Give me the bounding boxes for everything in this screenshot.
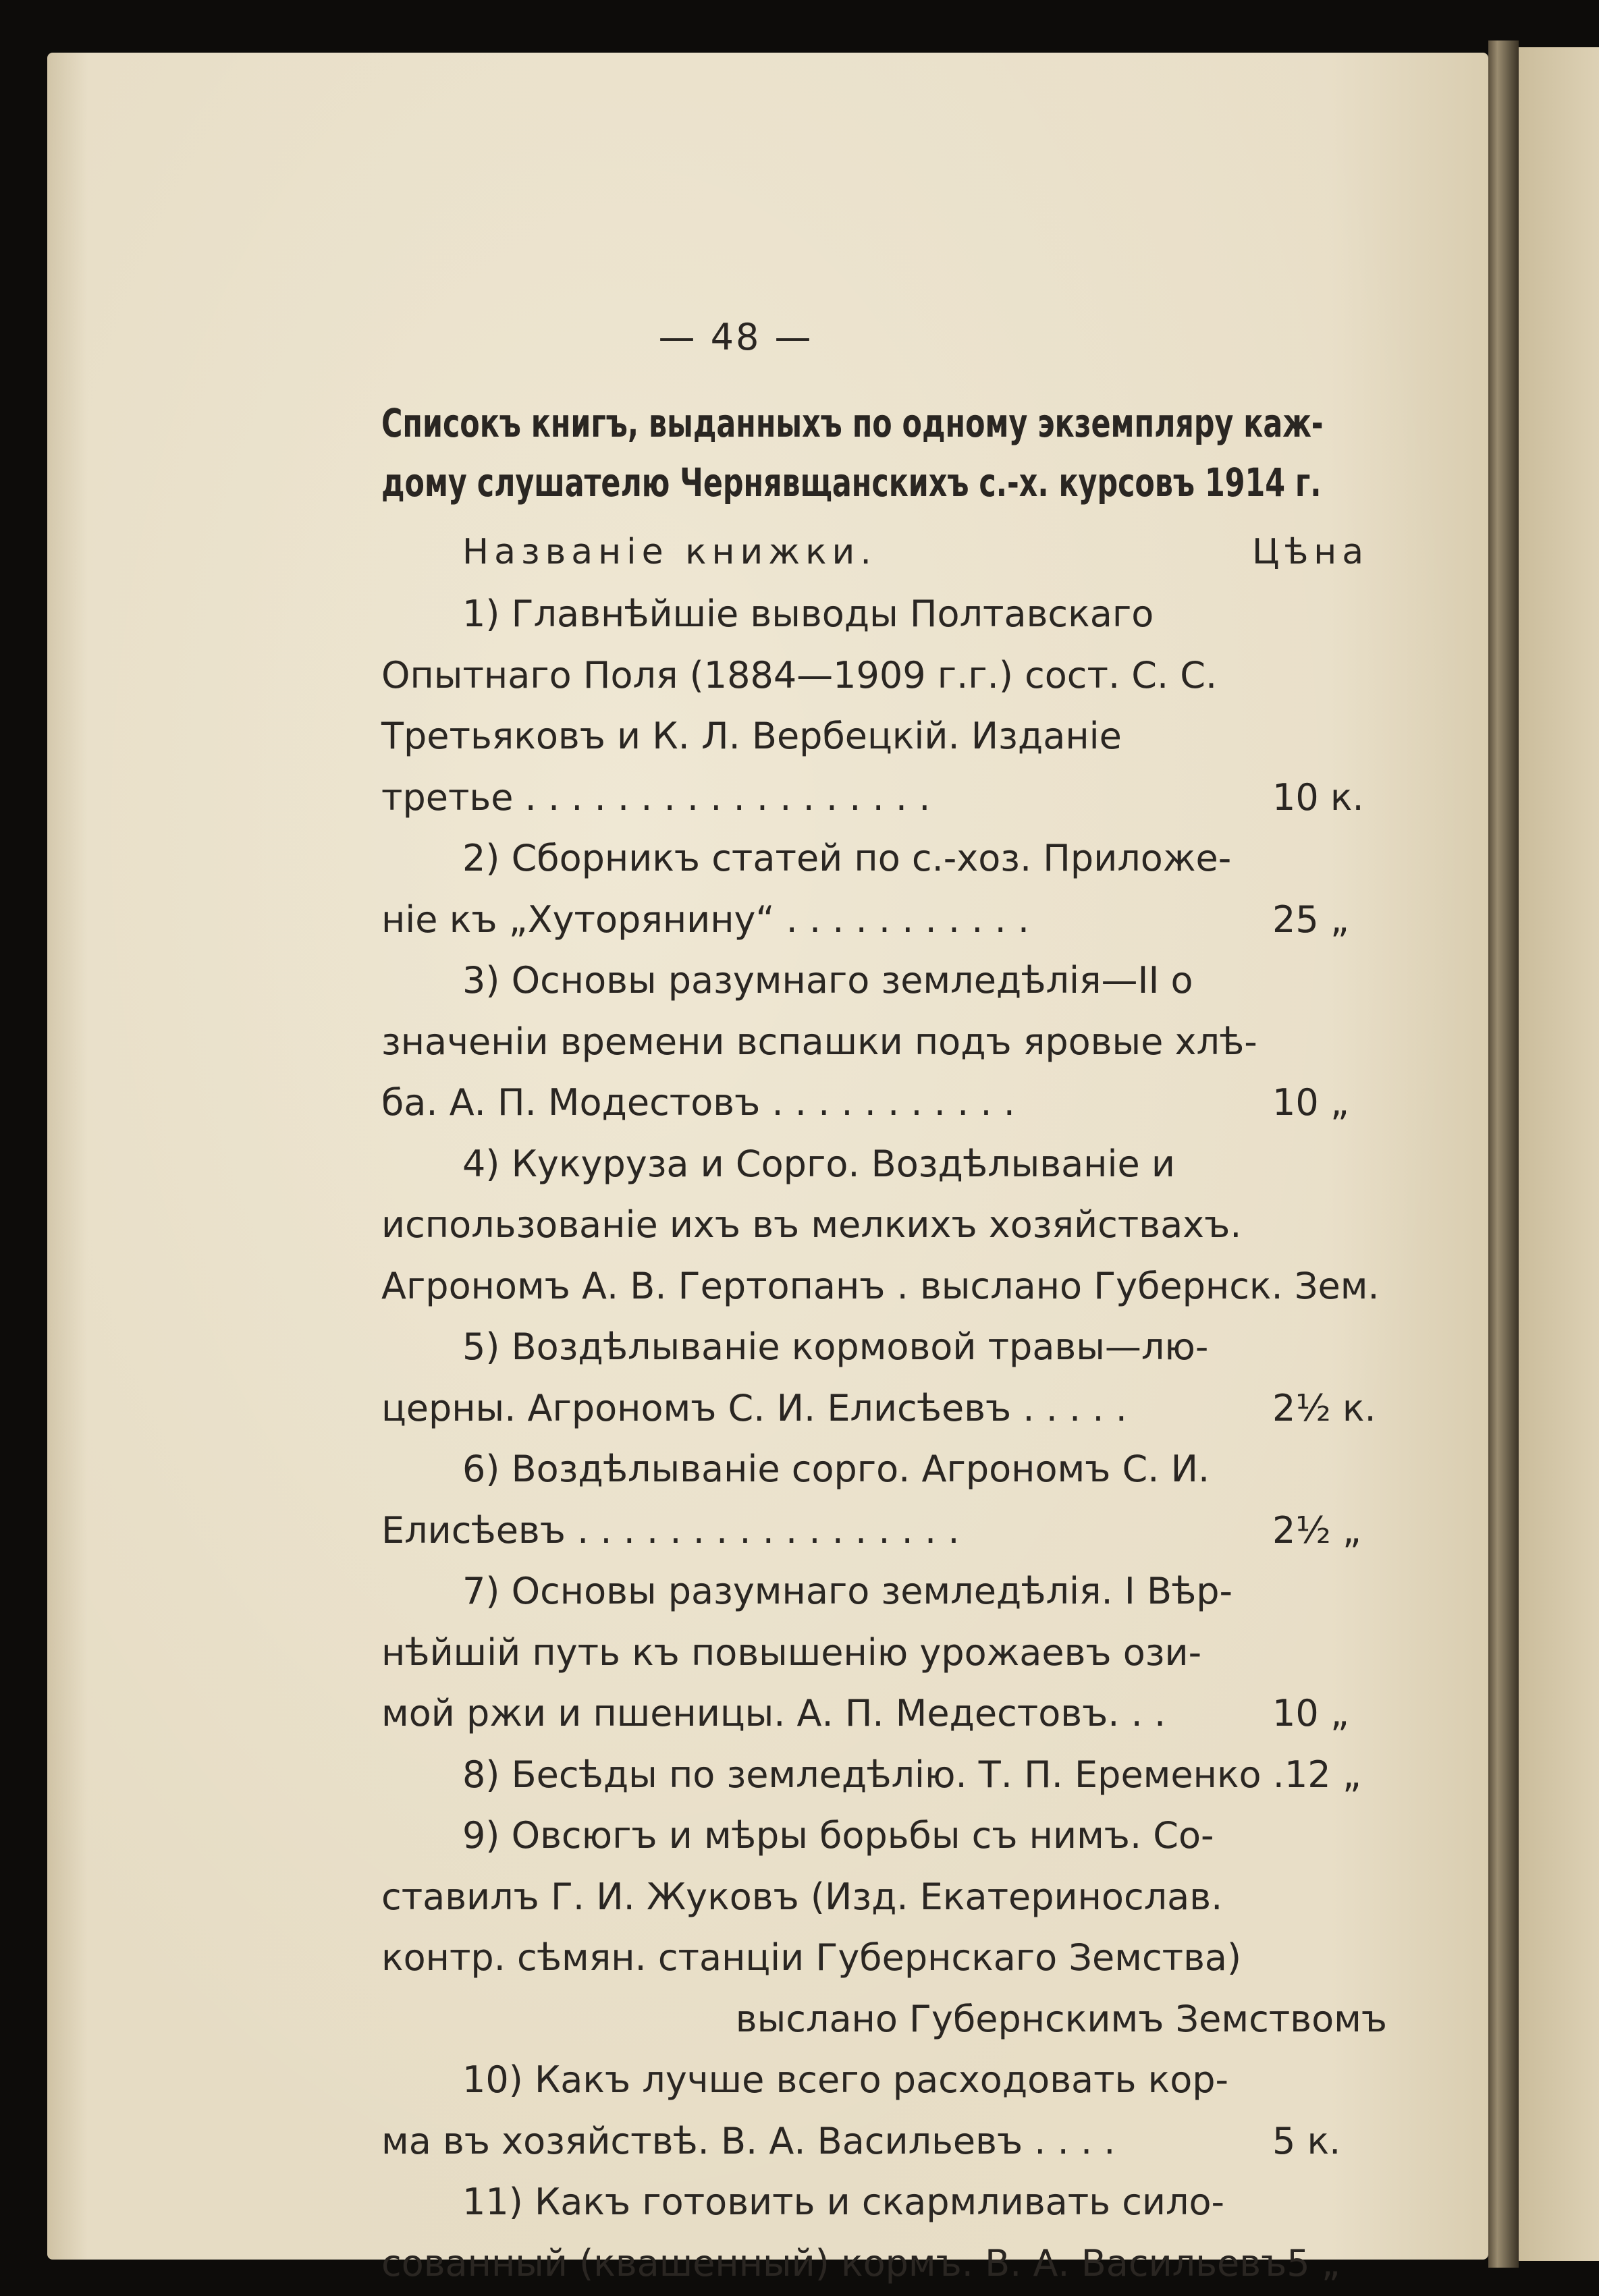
line-text: сованный (квашенный) кормъ. В. А. Васильевъ — [381, 2241, 1287, 2285]
line-price — [1272, 2181, 1387, 2223]
line-text: церны. Агрономъ С. И. Елисѣевъ . . . . . — [381, 1386, 1127, 1429]
line-price: 2½ к. — [1272, 1386, 1376, 1429]
line-text: выслано Губернскимъ Земствомъ — [735, 1997, 1387, 2040]
line-text: 2) Сборникъ статей по с.-хоз. Приложе- — [462, 837, 1232, 879]
list-line — [381, 1936, 1387, 1979]
list-line — [381, 837, 1387, 879]
line-text: Агрономъ А. В. Гертопанъ . выслано Губернск. Зем. — [381, 1264, 1380, 1307]
line-text: Опытнаго Поля (1884—1909 г.г.) сост. С. С. — [381, 653, 1218, 696]
list-line — [381, 2120, 1387, 2162]
list-line — [381, 593, 1387, 635]
line-price — [1272, 1876, 1387, 1918]
line-price — [1272, 1020, 1387, 1063]
list-line — [381, 776, 1387, 819]
line-price — [1272, 1203, 1387, 1246]
line-text: 10) Какъ лучше всего расходовать кор- — [462, 2058, 1229, 2101]
list-line — [381, 959, 1387, 1002]
line-price — [1272, 959, 1387, 1002]
line-text: 5) Воздѣлываніе кормовой травы—лю- — [462, 1325, 1209, 1368]
list-line — [381, 1448, 1387, 1490]
line-text: ніе къ „Хуторянину“ . . . . . . . . . . . — [381, 898, 1030, 941]
header-price: Цѣна — [1252, 532, 1370, 572]
list-line — [381, 1753, 1387, 1796]
line-price — [1380, 1265, 1387, 1307]
list-line — [381, 1081, 1387, 1124]
line-text: ставилъ Г. И. Жуковъ (Изд. Екатеринослав. — [381, 1875, 1223, 1918]
line-text: контр. сѣмян. станціи Губернскаго Земства) — [381, 1936, 1242, 1979]
line-price — [1272, 715, 1387, 757]
list-line — [381, 1814, 1387, 1857]
adjacent-page — [1519, 47, 1599, 2261]
title-line-1: Списокъ книгъ, выданныхъ по одному экземпляру каж- — [381, 400, 1324, 446]
line-text: третье . . . . . . . . . . . . . . . . . . — [381, 775, 931, 819]
list-line — [381, 654, 1387, 696]
list-line — [381, 2181, 1387, 2223]
list-line — [381, 715, 1387, 757]
list-line — [381, 2058, 1387, 2101]
line-price: 10 „ — [1272, 1692, 1349, 1734]
line-price — [1272, 1814, 1387, 1857]
line-price: 5 „ — [1286, 2241, 1340, 2285]
header-name: Названіе книжки. — [462, 532, 877, 572]
book-page — [47, 53, 1488, 2285]
line-price: 5 к. — [1272, 2119, 1341, 2162]
line-price: 10 „ — [1272, 1081, 1349, 1124]
list-line — [381, 1876, 1387, 1918]
list-line — [381, 1509, 1387, 1552]
line-price — [1272, 1936, 1387, 1979]
list-line — [381, 1203, 1387, 1246]
line-price — [1272, 593, 1387, 635]
line-text: мой ржи и пшеницы. А. П. Медестовъ. . . — [381, 1692, 1166, 1734]
list-line — [381, 1325, 1387, 1368]
line-price: 2½ „ — [1272, 1508, 1361, 1552]
line-text: Третьяковъ и К. Л. Вербецкій. Изданіе — [381, 715, 1122, 757]
list-line — [381, 1387, 1387, 1429]
line-text: 8) Бесѣды по земледѣлію. Т. П. Еременко . — [462, 1753, 1284, 1796]
list-line — [381, 1265, 1387, 1307]
list-line — [381, 1020, 1387, 1063]
line-price: 25 „ — [1272, 898, 1349, 941]
line-price — [1272, 1143, 1387, 1185]
line-text: Елисѣевъ . . . . . . . . . . . . . . . . . — [381, 1508, 960, 1552]
column-headers — [381, 532, 1387, 572]
line-text: нѣйшій путь къ повышенію урожаевъ ози- — [381, 1631, 1202, 1674]
line-text: 4) Кукуруза и Сорго. Воздѣлываніе и — [462, 1142, 1175, 1185]
line-text: ба. А. П. Модестовъ . . . . . . . . . . . — [381, 1081, 1015, 1124]
list-line — [381, 2242, 1387, 2285]
page-number: — 48 — — [658, 316, 813, 358]
line-price — [1272, 2058, 1387, 2101]
line-text: использованіе ихъ въ мелкихъ хозяйствахъ. — [381, 1203, 1242, 1246]
line-text: 11) Какъ готовить и скармливать сило- — [462, 2181, 1225, 2223]
line-price: 10 к. — [1272, 775, 1364, 819]
page-edge-shadow — [1488, 40, 1519, 2268]
list-line — [381, 1570, 1387, 1612]
line-text: 9) Овсюгъ и мѣры борьбы съ нимъ. Со- — [462, 1814, 1214, 1857]
line-price — [1272, 1448, 1387, 1490]
list-line — [381, 898, 1387, 941]
line-price: 12 „ — [1284, 1753, 1361, 1796]
line-text: 7) Основы разумнаго земледѣлія. I Вѣр- — [462, 1570, 1233, 1612]
line-price — [1272, 1570, 1387, 1612]
line-price — [1272, 837, 1387, 879]
line-text: 1) Главнѣйшіе выводы Полтавскаго — [462, 593, 1154, 635]
title-line-2: дому слушателю Чернявщанскихъ с.-х. курсовъ 1914 г. — [381, 460, 1322, 505]
list-line — [381, 1998, 1387, 2040]
line-text: ма въ хозяйствѣ. В. А. Васильевъ . . . . — [381, 2119, 1116, 2162]
line-price — [1272, 654, 1387, 696]
line-text: 3) Основы разумнаго земледѣлія—II о — [462, 959, 1193, 1002]
line-price — [1272, 1325, 1387, 1368]
line-text: значеніи времени вспашки подъ яровые хлѣ- — [381, 1020, 1257, 1063]
line-price — [1272, 1631, 1387, 1674]
line-text: 6) Воздѣлываніе сорго. Агрономъ С. И. — [462, 1448, 1210, 1490]
list-line — [381, 1692, 1387, 1734]
list-line — [381, 1631, 1387, 1674]
page-title — [381, 393, 1450, 512]
list-line — [381, 1143, 1387, 1185]
